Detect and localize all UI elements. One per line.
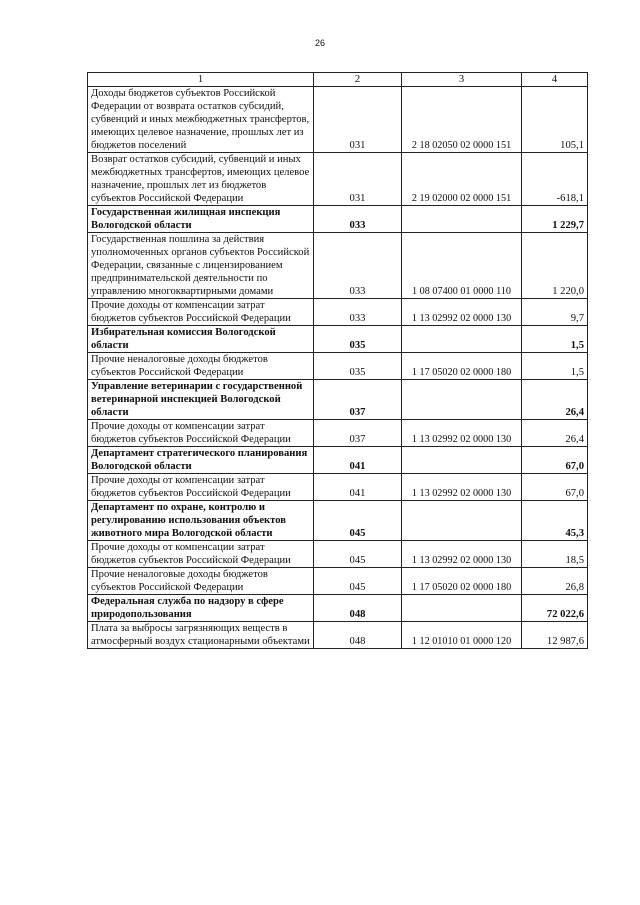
row-name: Прочие доходы от компенсации затрат бюджетов субъектов Российской Федерации — [88, 299, 314, 326]
row-name: Прочие доходы от компенсации затрат бюджетов субъектов Российской Федерации — [88, 420, 314, 447]
row-name: Федеральная служба по надзору в сфере природопользования — [88, 595, 314, 622]
row-name: Государственная жилищная инспекция Вологодской области — [88, 206, 314, 233]
table-row — [88, 206, 588, 233]
row-budget-code — [402, 501, 522, 541]
row-budget-code — [402, 595, 522, 622]
row-amount: 1 229,7 — [522, 206, 588, 233]
table-header-row — [88, 73, 588, 87]
row-amount: 72 022,6 — [522, 595, 588, 622]
table-row — [88, 153, 588, 206]
row-admin-code: 037 — [314, 420, 402, 447]
table-row — [88, 447, 588, 474]
revenue-table — [87, 72, 588, 649]
row-budget-code: 1 13 02992 02 0000 130 — [402, 420, 522, 447]
table-row — [88, 622, 588, 649]
row-admin-code: 045 — [314, 501, 402, 541]
header-col-3: 3 — [402, 73, 522, 87]
table-row — [88, 87, 588, 153]
row-budget-code — [402, 447, 522, 474]
row-budget-code: 1 17 05020 02 0000 180 — [402, 568, 522, 595]
table-row — [88, 233, 588, 299]
row-budget-code — [402, 206, 522, 233]
row-admin-code: 035 — [314, 353, 402, 380]
row-amount: 26,4 — [522, 380, 588, 420]
table-row — [88, 380, 588, 420]
row-amount: 105,1 — [522, 87, 588, 153]
row-budget-code: 1 08 07400 01 0000 110 — [402, 233, 522, 299]
row-name: Прочие неналоговые доходы бюджетов субъектов Российской Федерации — [88, 353, 314, 380]
table-row — [88, 595, 588, 622]
row-amount: 26,8 — [522, 568, 588, 595]
header-col-1: 1 — [88, 73, 314, 87]
row-name: Прочие неналоговые доходы бюджетов субъектов Российской Федерации — [88, 568, 314, 595]
row-name: Доходы бюджетов субъектов Российской Федерации от возврата остатков субсидий, субвенций и иных межбюджетных трансфертов, имеющих целевое назначение, прошлых лет из бюджетов поселений — [88, 87, 314, 153]
row-amount: 1,5 — [522, 353, 588, 380]
row-name: Департамент по охране, контролю и регулированию использования объектов животного мира Вологодской области — [88, 501, 314, 541]
row-name: Департамент стратегического планирования Вологодской области — [88, 447, 314, 474]
row-amount: 12 987,6 — [522, 622, 588, 649]
row-admin-code: 037 — [314, 380, 402, 420]
row-amount: 67,0 — [522, 474, 588, 501]
row-admin-code: 031 — [314, 87, 402, 153]
row-name: Избирательная комиссия Вологодской области — [88, 326, 314, 353]
row-amount: 26,4 — [522, 420, 588, 447]
row-admin-code: 031 — [314, 153, 402, 206]
table-row — [88, 299, 588, 326]
table-row — [88, 474, 588, 501]
row-name: Плата за выбросы загрязняющих веществ в атмосферный воздух стационарными объектами — [88, 622, 314, 649]
row-amount: 1 220,0 — [522, 233, 588, 299]
row-admin-code: 045 — [314, 541, 402, 568]
row-name: Управление ветеринарии с государственной ветеринарной инспекцией Вологодской области — [88, 380, 314, 420]
row-budget-code: 2 18 02050 02 0000 151 — [402, 87, 522, 153]
row-admin-code: 033 — [314, 233, 402, 299]
row-budget-code — [402, 326, 522, 353]
row-amount: 18,5 — [522, 541, 588, 568]
page-number: 26 — [314, 38, 325, 48]
row-admin-code: 041 — [314, 447, 402, 474]
row-admin-code: 033 — [314, 206, 402, 233]
row-amount: -618,1 — [522, 153, 588, 206]
table-row — [88, 420, 588, 447]
row-amount: 45,3 — [522, 501, 588, 541]
row-name: Прочие доходы от компенсации затрат бюджетов субъектов Российской Федерации — [88, 474, 314, 501]
row-name: Государственная пошлина за действия уполномоченных органов субъектов Российской Федерации, связанные с лицензированием предпринимательской деятельности по управлению многоквартирными домами — [88, 233, 314, 299]
table-row — [88, 501, 588, 541]
row-budget-code: 1 12 01010 01 0000 120 — [402, 622, 522, 649]
row-admin-code: 035 — [314, 326, 402, 353]
row-amount: 1,5 — [522, 326, 588, 353]
row-admin-code: 048 — [314, 595, 402, 622]
row-budget-code: 2 19 02000 02 0000 151 — [402, 153, 522, 206]
row-budget-code: 1 13 02992 02 0000 130 — [402, 474, 522, 501]
row-admin-code: 048 — [314, 622, 402, 649]
table-row — [88, 326, 588, 353]
row-amount: 67,0 — [522, 447, 588, 474]
row-admin-code: 041 — [314, 474, 402, 501]
row-budget-code: 1 17 05020 02 0000 180 — [402, 353, 522, 380]
row-name: Прочие доходы от компенсации затрат бюджетов субъектов Российской Федерации — [88, 541, 314, 568]
row-admin-code: 033 — [314, 299, 402, 326]
table-row — [88, 353, 588, 380]
row-admin-code: 045 — [314, 568, 402, 595]
row-name: Возврат остатков субсидий, субвенций и иных межбюджетных трансфертов, имеющих целевое назначение, прошлых лет из бюджетов субъектов Российской Федерации — [88, 153, 314, 206]
row-amount: 9,7 — [522, 299, 588, 326]
row-budget-code — [402, 380, 522, 420]
row-budget-code: 1 13 02992 02 0000 130 — [402, 541, 522, 568]
row-budget-code: 1 13 02992 02 0000 130 — [402, 299, 522, 326]
table-row — [88, 541, 588, 568]
revenue-table-body — [88, 73, 588, 649]
header-col-2: 2 — [314, 73, 402, 87]
table-row — [88, 568, 588, 595]
header-col-4: 4 — [522, 73, 588, 87]
